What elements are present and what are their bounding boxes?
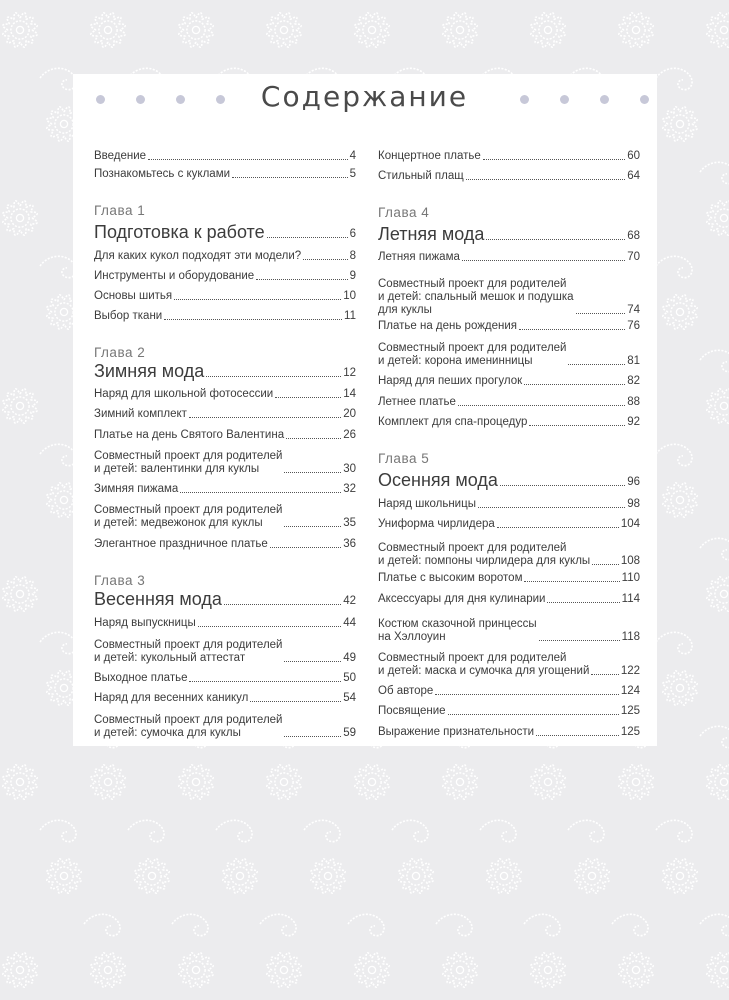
toc-entry-page: 82 bbox=[627, 375, 640, 387]
swirl-icon bbox=[260, 914, 296, 935]
toc-entry-page: 104 bbox=[620, 518, 640, 530]
dot-leader bbox=[462, 260, 625, 261]
toc-entry-title: Комплект для спа-процедур bbox=[378, 416, 528, 428]
dot-leader bbox=[174, 299, 341, 300]
toc-entry-title: Выражение признательности bbox=[378, 726, 535, 738]
page-title: Содержание bbox=[260, 80, 469, 113]
flower-icon bbox=[91, 953, 125, 987]
swirl-icon bbox=[700, 350, 729, 371]
toc-entry[interactable] bbox=[378, 618, 640, 644]
toc-entry-title: Наряд для пеших прогулок bbox=[378, 375, 523, 387]
toc-entry-page: 44 bbox=[343, 617, 356, 629]
dot-leader bbox=[529, 425, 625, 426]
toc-entry-page: 12 bbox=[343, 367, 356, 379]
toc-entry-title: Основы шитья bbox=[94, 290, 173, 302]
swirl-icon bbox=[700, 162, 729, 183]
toc-entry[interactable] bbox=[94, 168, 356, 181]
dot-leader bbox=[189, 681, 341, 682]
toc-entry-title: Для каких кукол подходят эти модели? bbox=[94, 250, 302, 262]
dot-leader bbox=[198, 626, 341, 627]
toc-entry-title: Стильный плащ bbox=[378, 170, 464, 182]
toc-entry-title: Летняя пижама bbox=[378, 251, 460, 263]
toc-entry-page: 92 bbox=[627, 416, 640, 428]
flower-icon bbox=[443, 953, 477, 987]
toc-entry-title: Наряд для весенних каникул bbox=[94, 692, 249, 704]
swirl-icon bbox=[216, 820, 252, 841]
flower-icon bbox=[663, 483, 697, 517]
toc-entry[interactable] bbox=[378, 518, 640, 531]
toc-entry-title: Костюм сказочной принцессы на Хэллоуин bbox=[378, 618, 537, 643]
toc-entry-page: 35 bbox=[343, 517, 356, 529]
toc-entry-page: 98 bbox=[627, 498, 640, 510]
toc-entry-title: Наряд для школьной фотосессии bbox=[94, 388, 274, 400]
swirl-icon bbox=[656, 820, 692, 841]
toc-entry-page: 11 bbox=[344, 310, 356, 322]
swirl-icon bbox=[40, 820, 76, 841]
toc-entry-title: Совместный проект для родителей и детей: сумочка для куклы bbox=[94, 714, 283, 739]
flower-icon bbox=[575, 859, 609, 893]
flower-icon bbox=[487, 859, 521, 893]
swirl-icon bbox=[348, 914, 384, 935]
toc-entry[interactable] bbox=[378, 342, 640, 368]
flower-icon bbox=[355, 953, 389, 987]
toc-entry[interactable] bbox=[94, 639, 356, 665]
toc-entry[interactable] bbox=[94, 714, 356, 740]
flower-icon bbox=[3, 765, 37, 799]
flower-icon bbox=[707, 953, 729, 987]
dot-leader bbox=[478, 507, 625, 508]
flower-icon bbox=[663, 859, 697, 893]
flower-icon bbox=[707, 389, 729, 423]
dot-leader bbox=[435, 694, 619, 695]
flower-icon bbox=[531, 13, 565, 47]
flower-icon bbox=[355, 765, 389, 799]
flower-icon bbox=[399, 859, 433, 893]
toc-entry-title: Выбор ткани bbox=[94, 310, 163, 322]
dot-leader bbox=[270, 547, 341, 548]
toc-entry[interactable] bbox=[94, 150, 356, 163]
decorative-dot-icon bbox=[520, 95, 529, 104]
dot-leader bbox=[539, 640, 620, 641]
flower-icon bbox=[663, 295, 697, 329]
swirl-icon bbox=[40, 444, 76, 465]
flower-icon bbox=[531, 765, 565, 799]
dot-leader bbox=[180, 492, 341, 493]
toc-entry[interactable] bbox=[378, 542, 640, 568]
toc-entry-title: Униформа чирлидера bbox=[378, 518, 495, 530]
toc-entry[interactable] bbox=[378, 396, 640, 409]
toc-entry-page: 36 bbox=[343, 538, 356, 550]
decorative-dot-icon bbox=[176, 95, 185, 104]
toc-chapter-heading[interactable] bbox=[94, 222, 356, 242]
flower-icon bbox=[663, 671, 697, 705]
toc-entry[interactable] bbox=[94, 250, 356, 263]
flower-icon bbox=[707, 765, 729, 799]
toc-entry-page: 68 bbox=[627, 230, 640, 242]
toc-entry-title: Летнее платье bbox=[378, 396, 456, 408]
dot-leader bbox=[536, 735, 619, 736]
toc-entry-title: Совместный проект для родителей и детей: медвежонок для куклы bbox=[94, 504, 283, 529]
toc-entry-title: Совместный проект для родителей и детей: кукольный аттестат bbox=[94, 639, 283, 664]
toc-entry-page: 30 bbox=[343, 463, 356, 475]
flower-icon bbox=[619, 13, 653, 47]
toc-entry[interactable] bbox=[378, 170, 640, 183]
dot-leader bbox=[592, 564, 619, 565]
dot-leader bbox=[458, 405, 625, 406]
toc-entry-title: Зимний комплект bbox=[94, 408, 187, 420]
flower-icon bbox=[179, 765, 213, 799]
chapter-label: Глава 2 bbox=[94, 345, 146, 360]
toc-entry-title: Совместный проект для родителей и детей: спальный мешок и подушка для куклы bbox=[378, 278, 574, 316]
chapter-label: Глава 4 bbox=[378, 205, 430, 220]
toc-entry[interactable] bbox=[378, 498, 640, 511]
toc-entry[interactable] bbox=[378, 375, 640, 388]
dot-leader bbox=[284, 736, 341, 737]
toc-entry[interactable] bbox=[94, 538, 356, 551]
dot-leader bbox=[284, 526, 341, 527]
toc-entry[interactable] bbox=[378, 685, 640, 698]
toc-entry-page: 118 bbox=[621, 631, 640, 643]
toc-entry-page: 114 bbox=[621, 593, 640, 605]
toc-entry-page: 70 bbox=[627, 251, 640, 263]
toc-entry-page: 74 bbox=[627, 304, 640, 316]
toc-entry-page: 14 bbox=[343, 388, 356, 400]
toc-entry-title: Зимняя мода bbox=[94, 361, 205, 381]
toc-entry-title: Инструменты и оборудование bbox=[94, 270, 255, 282]
toc-entry[interactable] bbox=[94, 408, 356, 421]
swirl-icon bbox=[700, 914, 729, 935]
flower-icon bbox=[267, 953, 301, 987]
toc-entry-title: Платье с высоким воротом bbox=[378, 572, 523, 584]
toc-entry-page: 6 bbox=[349, 228, 356, 240]
dot-leader bbox=[232, 177, 348, 178]
dot-leader bbox=[284, 472, 341, 473]
swirl-icon bbox=[656, 256, 692, 277]
dot-leader bbox=[448, 714, 619, 715]
toc-entry-page: 60 bbox=[627, 150, 640, 162]
toc-entry-page: 64 bbox=[627, 170, 640, 182]
toc-chapter-heading[interactable] bbox=[94, 589, 356, 609]
flower-icon bbox=[47, 859, 81, 893]
toc-entry-page: 125 bbox=[620, 705, 640, 717]
swirl-icon bbox=[480, 820, 516, 841]
toc-entry-title: Посвящение bbox=[378, 705, 446, 717]
dot-leader bbox=[164, 319, 342, 320]
swirl-icon bbox=[656, 632, 692, 653]
toc-entry-page: 76 bbox=[627, 320, 640, 332]
flower-icon bbox=[3, 577, 37, 611]
dot-leader bbox=[466, 179, 625, 180]
dot-leader bbox=[500, 485, 625, 486]
toc-entry-title: Совместный проект для родителей и детей: маска и сумочка для угощений bbox=[378, 652, 590, 677]
toc-entry[interactable] bbox=[94, 450, 356, 476]
toc-entry[interactable] bbox=[94, 388, 356, 401]
toc-entry-title: Элегантное праздничное платье bbox=[94, 538, 268, 550]
flower-icon bbox=[443, 13, 477, 47]
swirl-icon bbox=[656, 444, 692, 465]
dot-leader bbox=[497, 527, 619, 528]
toc-entry-title: Наряд выпускницы bbox=[94, 617, 196, 629]
swirl-icon bbox=[436, 914, 472, 935]
swirl-icon bbox=[392, 820, 428, 841]
toc-entry[interactable] bbox=[94, 310, 356, 323]
toc-entry-title: Аксессуары для дня кулинарии bbox=[378, 593, 546, 605]
dot-leader bbox=[189, 417, 341, 418]
toc-entry-title: Выходное платье bbox=[94, 672, 188, 684]
swirl-icon bbox=[40, 256, 76, 277]
decorative-dot-icon bbox=[96, 95, 105, 104]
toc-entry[interactable] bbox=[94, 290, 356, 303]
toc-entry-title: Совместный проект для родителей и детей: корона именинницы bbox=[378, 342, 567, 367]
toc-entry[interactable] bbox=[94, 504, 356, 530]
toc-entry-title: Совместный проект для родителей и детей: помпоны чирлидера для куклы bbox=[378, 542, 591, 567]
toc-entry[interactable] bbox=[94, 617, 356, 630]
chapter-label: Глава 1 bbox=[94, 203, 146, 218]
toc-entry-page: 124 bbox=[620, 685, 640, 697]
chapter-label: Глава 5 bbox=[378, 451, 430, 466]
dot-leader bbox=[284, 661, 341, 662]
toc-entry-title: Платье на день Святого Валентина bbox=[94, 429, 285, 441]
flower-icon bbox=[135, 859, 169, 893]
toc-entry-page: 50 bbox=[343, 672, 356, 684]
flower-icon bbox=[179, 953, 213, 987]
flower-icon bbox=[3, 201, 37, 235]
swirl-icon bbox=[700, 538, 729, 559]
toc-entry-page: 42 bbox=[343, 595, 356, 607]
toc-entry-page: 5 bbox=[349, 168, 356, 180]
swirl-icon bbox=[84, 914, 120, 935]
toc-entry-page: 49 bbox=[343, 652, 356, 664]
flower-icon bbox=[619, 765, 653, 799]
flower-icon bbox=[267, 13, 301, 47]
toc-entry[interactable] bbox=[378, 150, 640, 163]
dot-leader bbox=[591, 674, 618, 675]
toc-entry-title: Подготовка к работе bbox=[94, 222, 265, 242]
flower-icon bbox=[91, 765, 125, 799]
toc-entry-title: Наряд школьницы bbox=[378, 498, 476, 510]
toc-entry-page: 59 bbox=[343, 727, 356, 739]
toc-entry[interactable] bbox=[94, 270, 356, 283]
swirl-icon bbox=[612, 914, 648, 935]
toc-entry[interactable] bbox=[378, 251, 640, 264]
flower-icon bbox=[179, 13, 213, 47]
swirl-icon bbox=[568, 820, 604, 841]
flower-icon bbox=[443, 765, 477, 799]
swirl-icon bbox=[172, 914, 208, 935]
dot-leader bbox=[303, 259, 347, 260]
toc-entry[interactable] bbox=[94, 672, 356, 685]
flower-icon bbox=[223, 859, 257, 893]
dot-leader bbox=[224, 604, 341, 605]
flower-icon bbox=[355, 13, 389, 47]
toc-entry-page: 10 bbox=[343, 290, 356, 302]
flower-icon bbox=[267, 765, 301, 799]
toc-entry-page: 54 bbox=[343, 692, 356, 704]
flower-icon bbox=[3, 389, 37, 423]
flower-icon bbox=[707, 201, 729, 235]
toc-chapter-heading[interactable] bbox=[94, 361, 356, 381]
flower-icon bbox=[91, 13, 125, 47]
toc-entry-title: Познакомьтесь с куклами bbox=[94, 168, 231, 180]
toc-entry[interactable] bbox=[378, 726, 640, 739]
flower-icon bbox=[531, 953, 565, 987]
toc-chapter-heading[interactable] bbox=[378, 224, 640, 244]
toc-entry-title: Совместный проект для родителей и детей: валентинки для куклы bbox=[94, 450, 283, 475]
flower-icon bbox=[707, 13, 729, 47]
toc-entry-page: 4 bbox=[349, 150, 356, 162]
flower-icon bbox=[311, 859, 345, 893]
decorative-dot-icon bbox=[216, 95, 225, 104]
toc-entry[interactable] bbox=[94, 483, 356, 496]
dot-leader bbox=[547, 602, 619, 603]
dot-leader bbox=[524, 384, 625, 385]
toc-entry-page: 125 bbox=[620, 726, 640, 738]
toc-entry-page: 96 bbox=[627, 476, 640, 488]
toc-entry[interactable] bbox=[94, 692, 356, 705]
toc-entry-title: Летняя мода bbox=[378, 224, 485, 244]
toc-entry-title: Зимняя пижама bbox=[94, 483, 179, 495]
flower-icon bbox=[3, 13, 37, 47]
dot-leader bbox=[286, 438, 341, 439]
toc-entry[interactable] bbox=[378, 320, 640, 333]
dot-leader bbox=[206, 376, 341, 377]
flower-icon bbox=[619, 953, 653, 987]
chapter-label: Глава 3 bbox=[94, 573, 146, 588]
toc-entry-page: 110 bbox=[621, 572, 640, 584]
toc-entry[interactable] bbox=[378, 593, 640, 606]
toc-entry-title: Об авторе bbox=[378, 685, 434, 697]
toc-entry-page: 81 bbox=[627, 355, 640, 367]
toc-entry-title: Весенняя мода bbox=[94, 589, 222, 609]
dot-leader bbox=[524, 581, 619, 582]
decorative-dot-icon bbox=[136, 95, 145, 104]
dot-leader bbox=[256, 279, 347, 280]
toc-entry-page: 9 bbox=[349, 270, 356, 282]
dot-leader bbox=[576, 313, 626, 314]
dot-leader bbox=[519, 329, 625, 330]
toc-entry-title: Введение bbox=[94, 150, 147, 162]
dot-leader bbox=[486, 239, 625, 240]
swirl-icon bbox=[700, 726, 729, 747]
decorative-dot-icon bbox=[560, 95, 569, 104]
swirl-icon bbox=[304, 820, 340, 841]
dot-leader bbox=[148, 159, 348, 160]
decorative-dot-icon bbox=[600, 95, 609, 104]
swirl-icon bbox=[40, 632, 76, 653]
toc-entry-title: Осенняя мода bbox=[378, 470, 498, 490]
toc-entry-title: Концертное платье bbox=[378, 150, 481, 162]
toc-entry-page: 32 bbox=[343, 483, 356, 495]
dot-leader bbox=[250, 701, 341, 702]
toc-entry[interactable] bbox=[378, 572, 640, 585]
decorative-dot-icon bbox=[640, 95, 649, 104]
toc-entry-page: 20 bbox=[343, 408, 356, 420]
toc-entry-page: 8 bbox=[349, 250, 356, 262]
dot-leader bbox=[275, 397, 341, 398]
swirl-icon bbox=[128, 820, 164, 841]
toc-entry[interactable] bbox=[378, 652, 640, 678]
dot-leader bbox=[568, 364, 625, 365]
toc-entry-title: Платье на день рождения bbox=[378, 320, 518, 332]
toc-entry-page: 122 bbox=[620, 665, 640, 677]
flower-icon bbox=[3, 953, 37, 987]
dot-leader bbox=[267, 237, 348, 238]
toc-entry[interactable] bbox=[378, 705, 640, 718]
toc-entry[interactable] bbox=[378, 278, 640, 317]
toc-entry[interactable] bbox=[94, 429, 356, 442]
dot-leader bbox=[483, 159, 625, 160]
flower-icon bbox=[707, 577, 729, 611]
toc-entry-page: 108 bbox=[620, 555, 640, 567]
toc-chapter-heading[interactable] bbox=[378, 470, 640, 490]
toc-entry-page: 26 bbox=[343, 429, 356, 441]
swirl-icon bbox=[524, 914, 560, 935]
toc-entry[interactable] bbox=[378, 416, 640, 429]
toc-entry-page: 88 bbox=[627, 396, 640, 408]
